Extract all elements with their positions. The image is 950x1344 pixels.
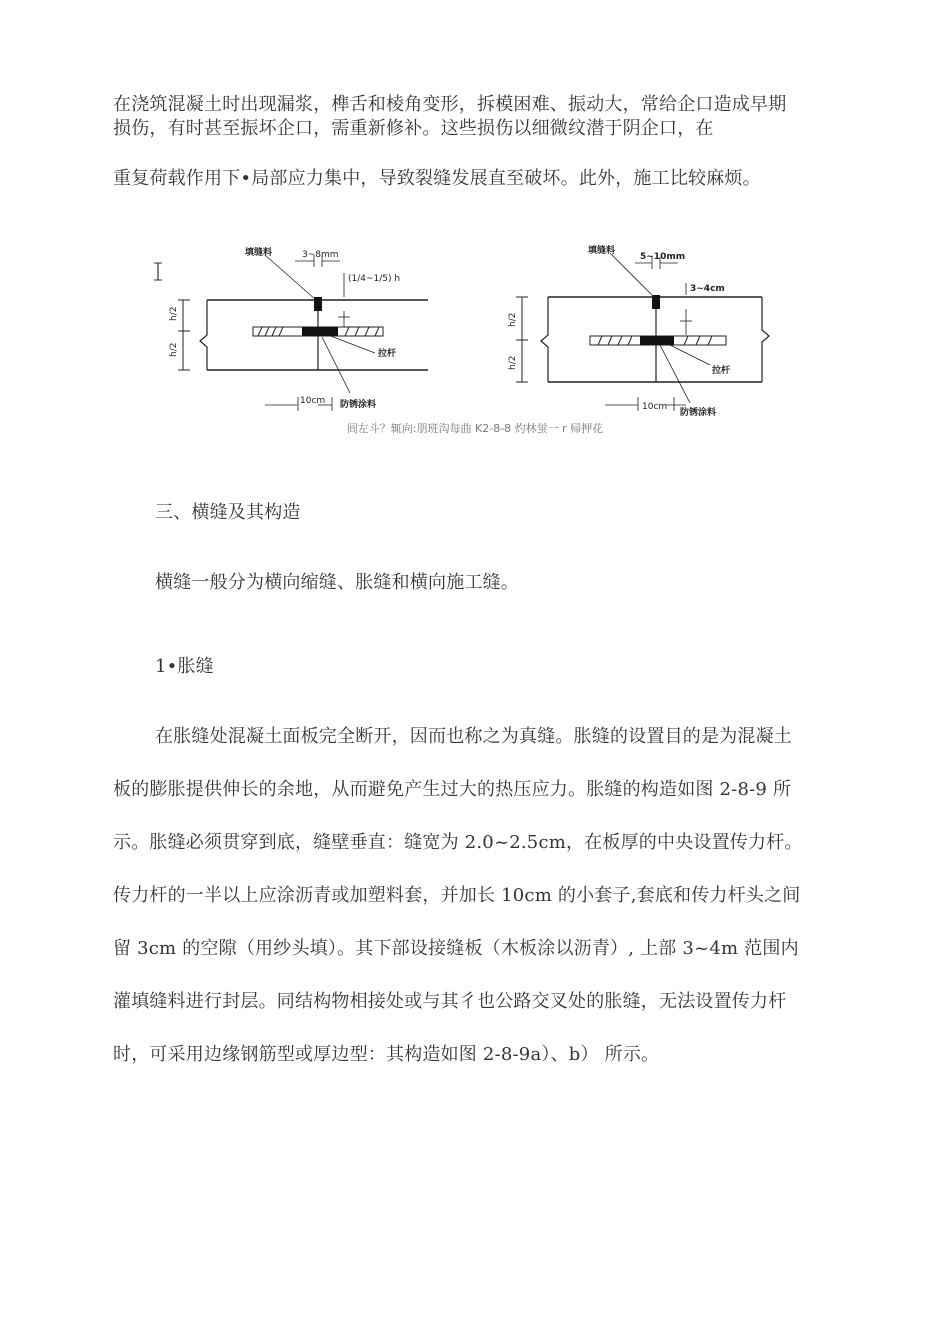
left-bar-label: 拉杆 — [378, 349, 397, 359]
left-joint-diagram — [169, 246, 428, 411]
left-filler-label: 填缝料 — [245, 248, 273, 258]
joint-diagram-svg — [150, 235, 775, 420]
main-line-7: 时，可采用边缘钢筋型或厚边型：其构造如图 2-8-9a）、b） 所示。 — [113, 1044, 660, 1065]
main-line-1: 在胀缝处混凝土面板完全断开，因而也称之为真缝。胀缝的设置目的是为混凝土 — [155, 726, 792, 747]
sub-heading: 1•胀缝 — [155, 656, 214, 677]
right-coating-label: 防锈涂料 — [680, 408, 717, 418]
right-gap-label: 5~10mm — [640, 252, 686, 262]
right-depth-label: 3~4cm — [690, 284, 725, 294]
right-joint-diagram — [508, 244, 769, 418]
right-filler-label: 填缝料 — [588, 246, 616, 256]
paragraph-top-line-3: 重复荷载作用下•局部应力集中，导致裂缝发展直至破坏。此外，施工比较麻烦。 — [113, 168, 761, 189]
paragraph-top-line-2: 损伤，有时甚至振坏企口，需重新修补。这些损伤以细微纹潜于阴企口，在 — [113, 118, 714, 139]
left-coating-label: 防锈涂料 — [340, 400, 377, 410]
figure-caption: 闾左斗？辄向:朋班沟每曲 K2-8-8 灼林蛍一 r 帰押花 — [346, 422, 604, 435]
main-line-2: 板的膨胀提供伸长的余地，从而避免产生过大的热压应力。胀缝的构造如图 2-8-9 所 — [113, 779, 792, 800]
left-depth-label: (1/4~1/5) h — [348, 274, 401, 284]
left-gap-label: 3~8mm — [302, 250, 339, 260]
text-cursor-icon — [154, 263, 162, 280]
left-half-top-label: h/2 — [169, 306, 179, 321]
joint-diagram-figure — [150, 235, 775, 420]
left-half-bottom-label: h/2 — [169, 342, 179, 357]
paragraph-top-line-1: 在浇筑混凝土时出现漏浆，榫舌和棱角变形，拆模困难、振动大，常给企口造成早期 — [113, 94, 787, 115]
main-line-3: 示。胀缝必须贯穿到底，缝壁垂直：缝宽为 2.0~2.5cm，在板厚的中央设置传力杆。 — [113, 832, 803, 853]
main-line-5: 留 3cm 的空隙（用纱头填）。其下部设接缝板（木板涂以沥青）, 上部 3~4m 范围内 — [113, 938, 799, 959]
main-line-4: 传力杆的一半以上应涂沥青或加塑料套，并加长 10cm 的小套子,套底和传力杆头之间 — [113, 885, 801, 906]
section-heading: 三、横缝及其构造 — [155, 502, 301, 523]
right-bar-label: 拉杆 — [712, 366, 731, 376]
right-half-bottom-label: h/2 — [508, 355, 518, 370]
left-length-label: 10cm — [300, 396, 326, 406]
right-half-top-label: h/2 — [508, 312, 518, 327]
main-line-6: 灌填缝料进行封层。同结构物相接处或与其彳也公路交叉处的胀缝，无法设置传力杆 — [113, 991, 787, 1012]
right-length-label: 10cm — [642, 402, 668, 412]
intro-paragraph: 横缝一般分为横向缩缝、胀缝和横向施工缝。 — [155, 572, 519, 593]
